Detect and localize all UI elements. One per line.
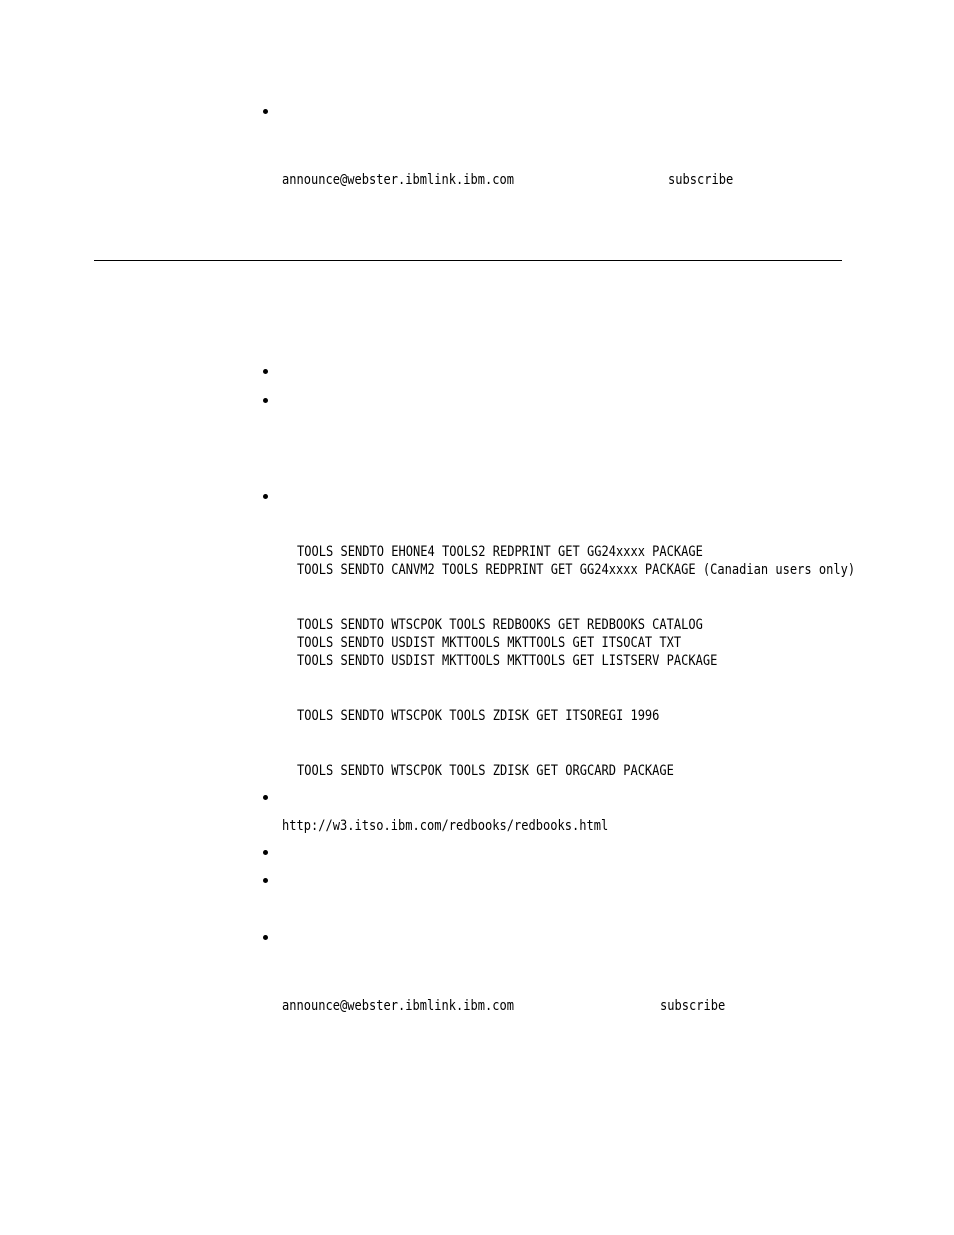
web-url: http://w3.itso.ibm.com/redbooks/redbooks.html: [282, 818, 609, 834]
bullet: [263, 397, 271, 405]
email-address: announce@webster.ibmlink.ibm.com: [282, 998, 514, 1014]
regi-command: TOOLS SENDTO WTSCPOK TOOLS ZDISK GET ITSOREGI 1996: [297, 708, 660, 724]
subscribe-keyword: subscribe: [660, 998, 726, 1014]
bullet: [263, 493, 271, 501]
email-address: announce@webster.ibmlink.ibm.com: [282, 172, 514, 188]
bullet: [263, 108, 271, 116]
redprint-command: TOOLS SENDTO CANVM2 TOOLS REDPRINT GET GG24xxxx PACKAGE (Canadian users only): [297, 562, 856, 578]
bullet: [263, 877, 271, 885]
bullet: [263, 368, 271, 376]
bullet: [263, 794, 271, 802]
catalog-command: TOOLS SENDTO WTSCPOK TOOLS REDBOOKS GET REDBOOKS CATALOG: [297, 617, 703, 633]
bullet: [263, 849, 271, 857]
catalog-command: TOOLS SENDTO USDIST MKTTOOLS MKTTOOLS GET LISTSERV PACKAGE: [297, 653, 718, 669]
orgcard-command: TOOLS SENDTO WTSCPOK TOOLS ZDISK GET ORGCARD PACKAGE: [297, 763, 674, 779]
subscribe-keyword: subscribe: [668, 172, 734, 188]
catalog-command: TOOLS SENDTO USDIST MKTTOOLS MKTTOOLS GET ITSOCAT TXT: [297, 635, 682, 651]
horizontal-rule: [94, 260, 842, 261]
redprint-command: TOOLS SENDTO EHONE4 TOOLS2 REDPRINT GET GG24xxxx PACKAGE: [297, 544, 703, 560]
bullet: [263, 934, 271, 942]
